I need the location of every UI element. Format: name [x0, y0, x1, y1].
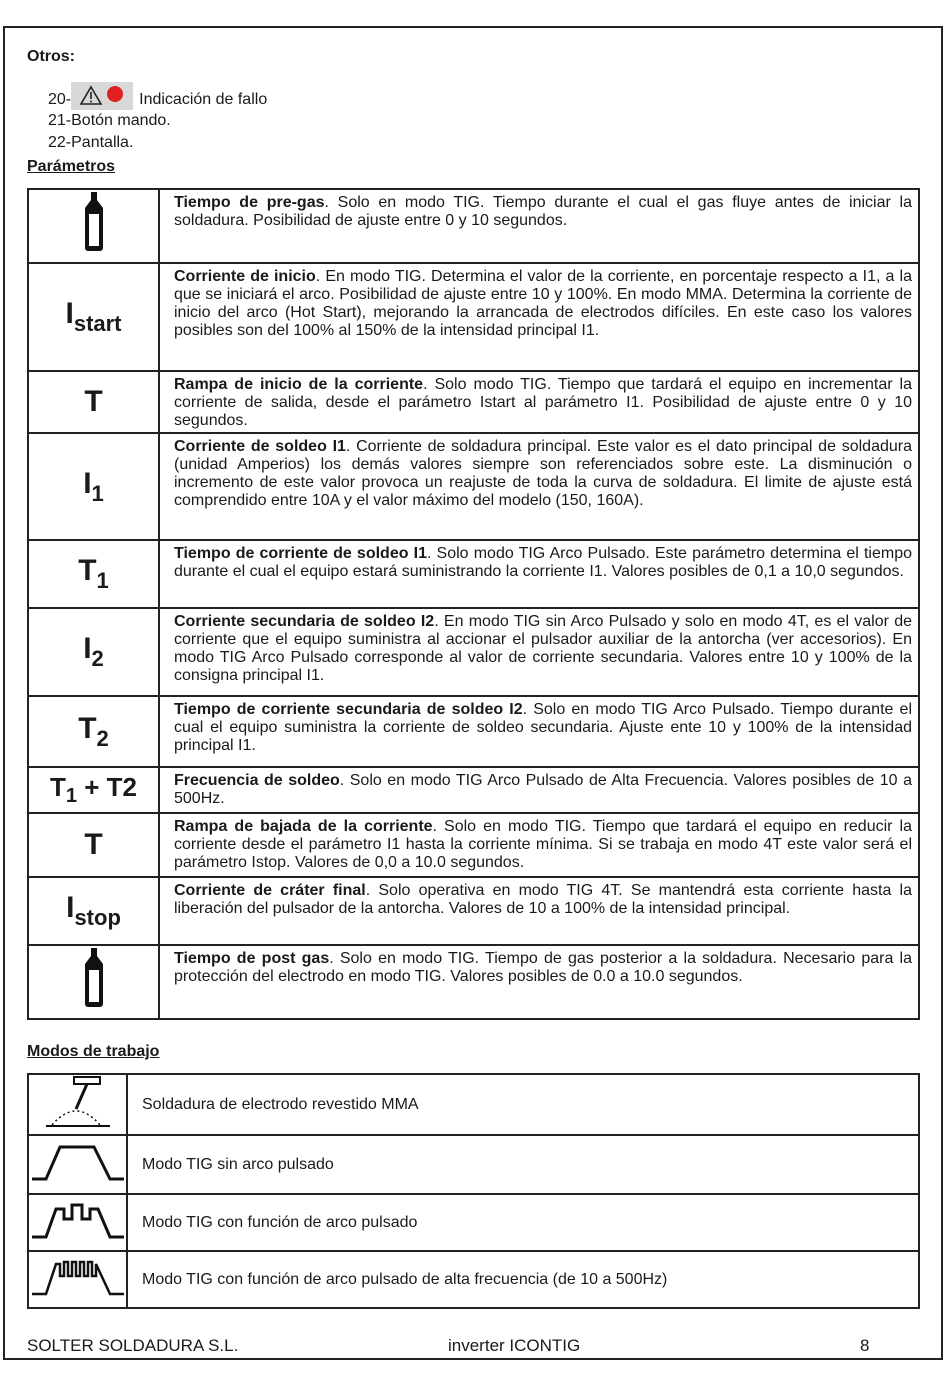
high-freq-pulsed-waveform-icon — [30, 1252, 126, 1302]
symbol-cell — [28, 189, 159, 263]
gas-bottle-icon — [79, 190, 109, 254]
table-row — [28, 371, 919, 433]
icon-cell — [28, 1074, 127, 1135]
table-row — [28, 945, 919, 1019]
icon-cell — [28, 1135, 127, 1194]
table-row — [28, 433, 919, 540]
mode-label: Modo TIG sin arco pulsado — [127, 1135, 919, 1194]
symbol-cell — [28, 945, 159, 1019]
table-row — [28, 813, 919, 877]
symbol-cell: $I_2$ — [28, 608, 159, 696]
page-number: 8 — [860, 1336, 870, 1355]
table-row — [28, 767, 919, 813]
description-cell: Frecuencia de soldeo. Solo en modo TIG Arco Pulsado de Alta Frecuencia. Valores posibles de 10 a 500Hz. — [159, 767, 919, 813]
table-row — [28, 189, 919, 263]
modes-table — [27, 1073, 920, 1309]
symbol-cell: T — [28, 371, 159, 433]
fault-indicator — [71, 82, 133, 110]
symbol-cell: $T_1 + T2$ — [28, 767, 159, 813]
list-item — [48, 86, 267, 114]
table-row — [28, 540, 919, 608]
table-row — [28, 696, 919, 767]
footer-product: inverter ICONTIG — [448, 1336, 581, 1355]
mode-label: Soldadura de electrodo revestido MMA — [127, 1074, 919, 1135]
footer-company: SOLTER SOLDADURA S.L. — [27, 1336, 239, 1355]
table-row — [28, 608, 919, 696]
warning-icon — [79, 85, 127, 107]
table-row — [28, 1251, 919, 1308]
symbol-cell: $T_1$ — [28, 540, 159, 608]
description-cell: Tiempo de post gas. Solo en modo TIG. Tiempo de gas posterior a la soldadura. Necesario para la protección del electrodo en modo TIG. Valores posibles de 0.0 a 10.0 segundos. — [159, 945, 919, 1019]
table-row — [28, 1194, 919, 1251]
item-text: Indicación de fallo — [139, 91, 268, 109]
icon-cell — [28, 1251, 127, 1308]
gas-bottle-icon — [79, 946, 109, 1010]
description-cell: Rampa de bajada de la corriente. Solo en modo TIG. Tiempo que tardará el equipo en reducir la corriente desde el parámetro I1 hasta la corriente mínima. Si se trabaja en modo 4T este valor será el parámetro Istop. Valores de 0,0 a 10.0 segundos. — [159, 813, 919, 877]
symbol-cell: $I_{start}$ — [28, 263, 159, 371]
parametros-title: Parámetros — [27, 158, 116, 175]
list-item: 21-Botón mando. — [48, 112, 171, 129]
table-row — [28, 1074, 919, 1135]
description-cell: Corriente de inicio. En modo TIG. Determina el valor de la corriente, en porcentaje respecto a I1, a la que se iniciará el arco. Posibilidad de ajuste entre 10 y 100%. En modo MMA. Determina la corriente de inicio del arco (Hot Start), mejorando la arrancada de electrodos difíciles. En este caso los valores posibles son del 100% al 150% de la intensidad principal I1. — [159, 263, 919, 371]
mode-label: Modo TIG con función de arco pulsado de alta frecuencia (de 10 a 500Hz) — [127, 1251, 919, 1308]
otros-title: Otros: — [27, 48, 75, 65]
parameters-table — [27, 188, 920, 1020]
table-row — [28, 263, 919, 371]
description-cell: Tiempo de corriente secundaria de soldeo I2. Solo en modo TIG Arco Pulsado. Tiempo durante el cual el equipo suministra la corriente de soldeo secundaria. Ajuste ente 10 y 100% de la intensidad principal I1. — [159, 696, 919, 767]
tig-waveform-icon — [30, 1137, 126, 1187]
item-number: 20- — [48, 91, 72, 109]
mode-label: Modo TIG con función de arco pulsado — [127, 1194, 919, 1251]
table-row — [28, 877, 919, 945]
description-cell: Rampa de inicio de la corriente. Solo modo TIG. Tiempo que tardará el equipo en incrementar la corriente de salida, desde el parámetro Istart al parámetro I1. Posibilidad de ajuste entre 0 y 10 segundos. — [159, 371, 919, 433]
description-cell: Corriente de cráter final. Solo operativa en modo TIG 4T. Se mantendrá esta corriente hasta la liberación del pulsador de la antorcha. Valores de 10 a 100% de la intensidad principal. — [159, 877, 919, 945]
pulsed-waveform-icon — [30, 1195, 126, 1245]
symbol-cell: $I_1$ — [28, 433, 159, 540]
symbol-cell: $I_{stop}$ — [28, 877, 159, 945]
list-item: 22-Pantalla. — [48, 134, 134, 151]
description-cell: Corriente secundaria de soldeo I2. En modo TIG sin Arco Pulsado y solo en modo 4T, es el valor de corriente que el equipo suministra al accionar el pulsador auxiliar de la antorcha (ver accesorios). En modo TIG Arco Pulsado corresponde al valor de corriente secundaria. Valores entre 10 y 100% de la consigna principal I1. — [159, 608, 919, 696]
symbol-cell: $T_2$ — [28, 696, 159, 767]
description-cell: Tiempo de corriente de soldeo I1. Solo modo TIG Arco Pulsado. Este parámetro determina el tiempo durante el cual el equipo estará suministrando la corriente I1. Valores posibles de 0,1 a 10,0 segundos. — [159, 540, 919, 608]
red-dot-icon — [107, 86, 123, 102]
table-row — [28, 1135, 919, 1194]
icon-cell — [28, 1194, 127, 1251]
modos-title: Modos de trabajo — [27, 1043, 160, 1060]
symbol-cell: T — [28, 813, 159, 877]
description-cell: Tiempo de pre-gas. Solo en modo TIG. Tiempo durante el cual el gas fluye antes de iniciar la soldadura. Posibilidad de ajuste entre 0 y 10 segundos. — [159, 189, 919, 263]
electrode-welding-icon — [38, 1075, 118, 1129]
description-cell: Corriente de soldeo I1. Corriente de soldadura principal. Este valor es el dato principal de soldadura (unidad Amperios) los demás valores siempre son referenciados sobre este. La disminución o incremento de este valor provoca un reajuste de toda la curva de soldadura. El limite de ajuste está comprendido entre 10A y el valor máximo del modelo (150, 160A). — [159, 433, 919, 540]
